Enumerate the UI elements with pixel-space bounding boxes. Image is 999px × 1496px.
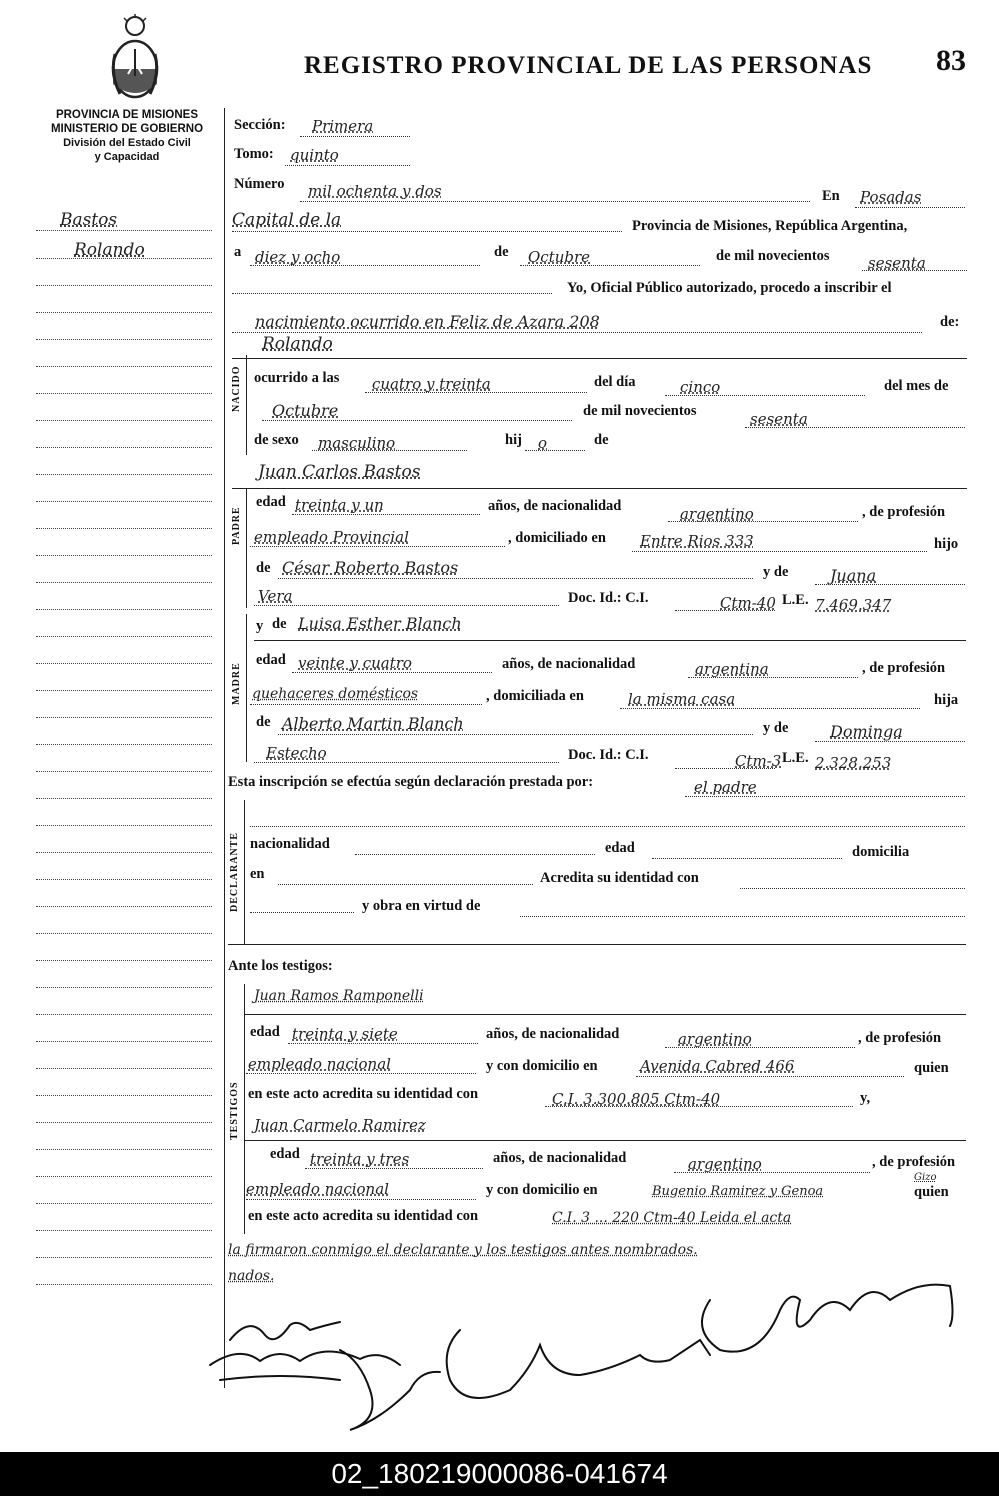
madre-nombre: Luisa Esther Blanch: [298, 614, 462, 633]
hora-value: cuatro y treinta: [372, 375, 491, 393]
nacido-anio-value: sesenta: [750, 410, 808, 428]
seccion-label: Sección:: [234, 117, 286, 133]
t1-prof-label: , de profesión: [858, 1030, 942, 1046]
testigos-tab: TESTIGOS: [229, 1081, 240, 1140]
t2-acredita-value: C.I. 3 ... 220 Ctm-40 Leida el acta: [552, 1210, 792, 1226]
tomo-label: Tomo:: [234, 146, 274, 162]
madre-prof-label: , de profesión: [862, 660, 946, 676]
provincia-label: Provincia de Misiones, República Argentina,: [632, 218, 908, 234]
sexo-value: masculino: [318, 434, 396, 452]
padre-le-value: 7.469.347: [815, 596, 892, 614]
hij-label: hij: [505, 432, 522, 448]
margin-name: Rolando: [74, 240, 145, 260]
madre-anos-label: años, de nacionalidad: [502, 656, 636, 672]
declarante-acredita-label: Acredita su identidad con: [540, 870, 699, 886]
dia-value: cinco: [680, 378, 721, 396]
t1-nac-value: argentino: [678, 1030, 752, 1048]
t2-prof-value: empleado nacional: [246, 1180, 389, 1198]
madre-doc-label: Doc. Id.: C.I.: [568, 747, 649, 763]
coat-of-arms-icon: [100, 14, 170, 106]
de-label: de: [494, 244, 509, 260]
padre-dom-label: , domiciliado en: [508, 530, 606, 546]
testigo1-nombre: Juan Ramos Ramponelli: [254, 988, 424, 1004]
t1-dom-value: Avenida Cabred 466: [640, 1057, 795, 1075]
padre-madre-de: Juana: [830, 566, 877, 585]
madre-dom-value: la misma casa: [628, 690, 736, 708]
t1-edad-label: edad: [250, 1024, 280, 1040]
signature-3: [340, 1350, 440, 1430]
madre-dom-label: , domiciliada en: [486, 688, 584, 704]
madre-de2-label: de: [256, 714, 271, 730]
padre-le-label: L.E.: [782, 592, 809, 608]
margin-surname: Bastos: [60, 210, 118, 230]
t2-dom-extra: Gizo: [914, 1172, 937, 1183]
t1-acredita-value: C.I. 3.300.805 Ctm-40: [552, 1090, 721, 1108]
madre-madre-de2: Estecho: [266, 744, 327, 762]
madre-de-label: de: [272, 616, 287, 632]
hij-value: o: [538, 434, 548, 452]
mes-value: Octubre: [272, 401, 339, 420]
sexo-label: de sexo: [254, 432, 299, 448]
madre-nac-value: argentina: [695, 660, 769, 678]
madre-le-value: 2.328.253: [815, 754, 892, 772]
t1-dom-label: y con domicilio en: [486, 1058, 598, 1074]
signature-4: [447, 1330, 710, 1398]
t1-acredita-label: en este acto acredita su identidad con: [248, 1086, 479, 1102]
t2-quien-label: quien: [914, 1184, 949, 1200]
padre-tab: PADRE: [231, 506, 242, 545]
ministry-label: MINISTERIO DE GOBIERNO: [50, 123, 204, 135]
t2-prof-label: , de profesión: [872, 1154, 956, 1170]
declaracion-label: Esta inscripción se efectúa según declaración prestada por:: [228, 774, 594, 790]
mil-label: de mil novecientos: [716, 248, 830, 264]
margin-divider: [224, 108, 225, 1388]
capacity-label: y Capacidad: [94, 151, 160, 163]
numero-value: mil ochenta y dos: [308, 182, 442, 200]
deldia-label: del día: [594, 374, 636, 390]
a-label: a: [234, 244, 242, 260]
signature-area: [200, 1270, 970, 1450]
t2-dom-value: Bugenio Ramirez y Genoa: [652, 1184, 824, 1199]
padre-padre-de: César Roberto Bastos: [282, 558, 459, 577]
padre-prof-label: , de profesión: [862, 504, 946, 520]
testigo2-nombre: Juan Carmelo Ramirez: [254, 1116, 426, 1134]
padre-nac-value: argentino: [680, 505, 754, 523]
page-number: 83: [936, 44, 966, 77]
nacido-de-label: de: [594, 432, 609, 448]
footer-code: 02_180219000086-041674: [0, 1452, 999, 1496]
padre-nombre: Juan Carlos Bastos: [258, 462, 421, 482]
t1-quien-label: quien: [914, 1060, 949, 1076]
padre-dom-value: Entre Rios 333: [640, 532, 754, 550]
closing-line-1: la firmaron conmigo el declarante y los testigos antes nombrados.: [228, 1242, 698, 1258]
signature-1: [230, 1322, 340, 1340]
nacido-mil-label: de mil novecientos: [583, 403, 697, 419]
division-label: División del Estado Civil: [63, 137, 191, 149]
t2-edad-value: treinta y tres: [310, 1150, 410, 1168]
nacido-nombre: Rolando: [262, 334, 333, 354]
declaracion-value: el padre: [694, 778, 757, 796]
padre-edad-value: treinta y un: [295, 496, 384, 514]
madre-hija-label: hija: [934, 692, 959, 708]
t2-anos-label: años, de nacionalidad: [493, 1150, 627, 1166]
tomo-value: quinto: [290, 146, 339, 164]
en-label: En: [822, 188, 840, 204]
madre-tab: MADRE: [231, 662, 242, 705]
declarante-tab: DECLARANTE: [229, 831, 240, 912]
t1-edad-value: treinta y siete: [292, 1025, 398, 1043]
declarante-dom-label: domicilia: [852, 844, 910, 860]
padre-madre-de2: Vera: [258, 587, 293, 605]
testigos-label: Ante los testigos:: [228, 958, 333, 974]
padre-yde-label: y de: [763, 564, 789, 580]
declarante-edad-label: edad: [605, 840, 635, 856]
signature-2: [210, 1351, 400, 1365]
ocurrido-label: ocurrido a las: [254, 370, 340, 386]
t1-anos-label: años, de nacionalidad: [486, 1026, 620, 1042]
t1-prof-value: empleado nacional: [248, 1055, 391, 1073]
page-title: REGISTRO PROVINCIAL DE LAS PERSONAS: [304, 52, 873, 79]
madre-ci-value: Ctm-3: [735, 752, 782, 770]
declarante-obra-label: y obra en virtud de: [362, 898, 481, 914]
declarante-en-label: en: [250, 866, 265, 882]
delmes-label: del mes de: [884, 378, 949, 394]
padre-edad-label: edad: [256, 494, 286, 510]
padre-prof-value: empleado Provincial: [254, 528, 409, 546]
madre-edad-value: veinte y cuatro: [298, 654, 412, 672]
t2-nac-value: argentino: [688, 1155, 762, 1173]
nacido-tab: NACIDO: [231, 365, 242, 412]
madre-prof-value: quehaceres domésticos: [252, 686, 419, 702]
fecha-dia-value: diez y ocho: [255, 248, 341, 266]
padre-ci-value: Ctm-40: [720, 594, 776, 612]
oficial-label: Yo, Oficial Público autorizado, procedo a inscribir el: [567, 280, 892, 296]
padre-de-label: de: [256, 560, 271, 576]
capital-value: Capital de la: [232, 210, 342, 230]
numero-label: Número: [234, 176, 285, 192]
seccion-value: Primera: [312, 117, 374, 135]
madre-y-label: y: [256, 618, 264, 634]
declarante-nac-label: nacionalidad: [250, 836, 330, 852]
signature-5: [702, 1285, 953, 1352]
t2-acredita-label: en este acto acredita su identidad con: [248, 1208, 479, 1224]
t1-y-label: y,: [860, 1090, 871, 1106]
province-label: PROVINCIA DE MISIONES: [55, 109, 199, 121]
madre-padre-de: Alberto Martin Blanch: [282, 714, 464, 733]
madre-yde-label: y de: [763, 720, 789, 736]
fecha-anio-value: sesenta: [868, 254, 926, 272]
madre-le-label: L.E.: [782, 750, 809, 766]
madre-madre-de: Dominga: [830, 722, 903, 741]
closing-line-2: nados.: [228, 1268, 275, 1284]
fecha-mes-value: Octubre: [528, 248, 591, 266]
acto-value: nacimiento ocurrido en Feliz de Azara 208: [255, 312, 600, 331]
padre-anos-label: años, de nacionalidad: [488, 498, 622, 514]
t2-dom-label: y con domicilio en: [486, 1182, 598, 1198]
en-value: Posadas: [860, 188, 922, 206]
madre-edad-label: edad: [256, 652, 286, 668]
de2-label: de:: [940, 314, 960, 330]
t2-edad-label: edad: [270, 1146, 300, 1162]
padre-hijo-label: hijo: [934, 536, 959, 552]
padre-doc-label: Doc. Id.: C.I.: [568, 590, 649, 606]
